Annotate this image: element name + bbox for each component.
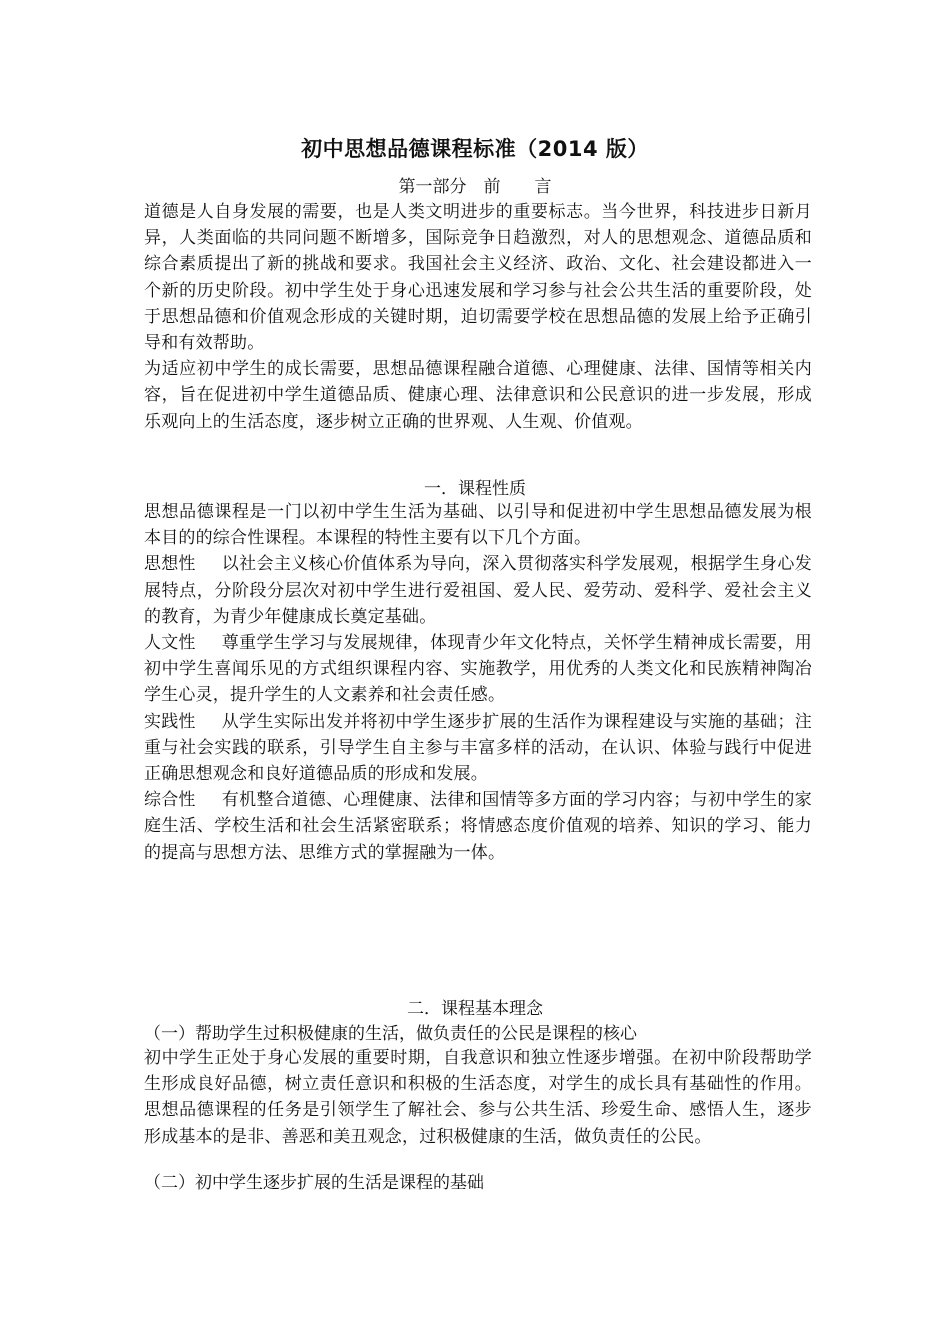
preface-paragraph: 道德是人自身发展的需要，也是人类文明进步的重要标志。当今世界，科技进步日新月异，人类面临的共同问题不断增多，国际竞争日趋激烈，对人的思想观念、道德品质和综合素质提出了新的挑战和要求。我国社会主义经济、政治、文化、社会建设都进入一个新的历史阶段。初中学生处于身心迅速发展和学习参与社会公共生活的重要阶段，处于思想品德和价值观念形成的关键时期，迫切需要学校在思想品德的发展上给予正确引导和有效帮助。: [144, 202, 812, 354]
document-title: 初中思想品德课程标准（2014 版）: [301, 137, 649, 161]
property-paragraph: [144, 709, 812, 788]
section-one-heading: 一．课程性质: [424, 479, 526, 499]
property-term: 人文性: [144, 633, 196, 654]
section-two-item-one-text: 初中学生正处于身心发展的重要时期，自我意识和独立性逐步增强。在初中阶段帮助学生形成良好品德，树立责任意识和积极的生活态度，对学生的成长具有基础性的作用。思想品德课程的任务是引领学生了解社会、参与公共生活、珍爱生命、感悟人生，逐步形成基本的是非、善恶和美丑观念，过积极健康的生活，做负责任的公民。: [144, 1048, 812, 1147]
property-paragraph: [144, 630, 812, 709]
property-text: 尊重学生学习与发展规律，体现青少年文化特点，关怀学生精神成长需要，用初中学生喜闻乐见的方式组织课程内容、实施教学，用优秀的人类文化和民族精神陶冶学生心灵，提升学生的人文素养和社会责任感。: [144, 633, 812, 706]
section-one-intro: 思想品德课程是一门以初中学生生活为基础、以引导和促进初中学生思想品德发展为根本目的的综合性课程。本课程的特性主要有以下几个方面。: [144, 502, 812, 549]
property-text: 有机整合道德、心理健康、法律和国情等多方面的学习内容；与初中学生的家庭生活、学校生活和社会生活紧密联系；将情感态度价值观的培养、知识的学习、能力的提高与思想方法、思维方式的掌握融为一体。: [144, 790, 812, 863]
section-two-item-one-title: （一）帮助学生过积极健康的生活，做负责任的公民是课程的核心: [144, 1024, 637, 1044]
property-term: 综合性: [144, 790, 196, 811]
preface-body: [144, 199, 812, 435]
property-text: 以社会主义核心价值体系为导向，深入贯彻落实科学发展观，根据学生身心发展特点，分阶段分层次对初中学生进行爱祖国、爱人民、爱劳动、爱科学、爱社会主义的教育，为青少年健康成长奠定基础。: [144, 554, 812, 627]
section-one-body: [144, 499, 812, 866]
property-term: 实践性: [144, 711, 196, 732]
preface-paragraph: 为适应初中学生的成长需要，思想品德课程融合道德、心理健康、法律、国情等相关内容，旨在促进初中学生道德品质、健康心理、法律意识和公民意识的进一步发展，形成乐观向上的生活态度，逐步树立正确的世界观、人生观、价值观。: [144, 359, 812, 432]
part-one-heading: 第一部分 前 言: [398, 177, 552, 197]
property-paragraph: [144, 551, 812, 630]
section-two-heading: 二．课程基本理念: [407, 999, 543, 1019]
property-text: 从学生实际出发并将初中学生逐步扩展的生活作为课程建设与实施的基础；注重与社会实践的联系，引导学生自主参与丰富多样的活动，在认识、体验与践行中促进正确思想观念和良好道德品质的形成和发展。: [144, 711, 812, 785]
property-paragraph: [144, 787, 812, 866]
section-two-item-one-body: [144, 1045, 812, 1150]
section-two-item-two-title: （二）初中学生逐步扩展的生活是课程的基础: [144, 1173, 484, 1193]
property-term: 思想性: [144, 554, 196, 575]
